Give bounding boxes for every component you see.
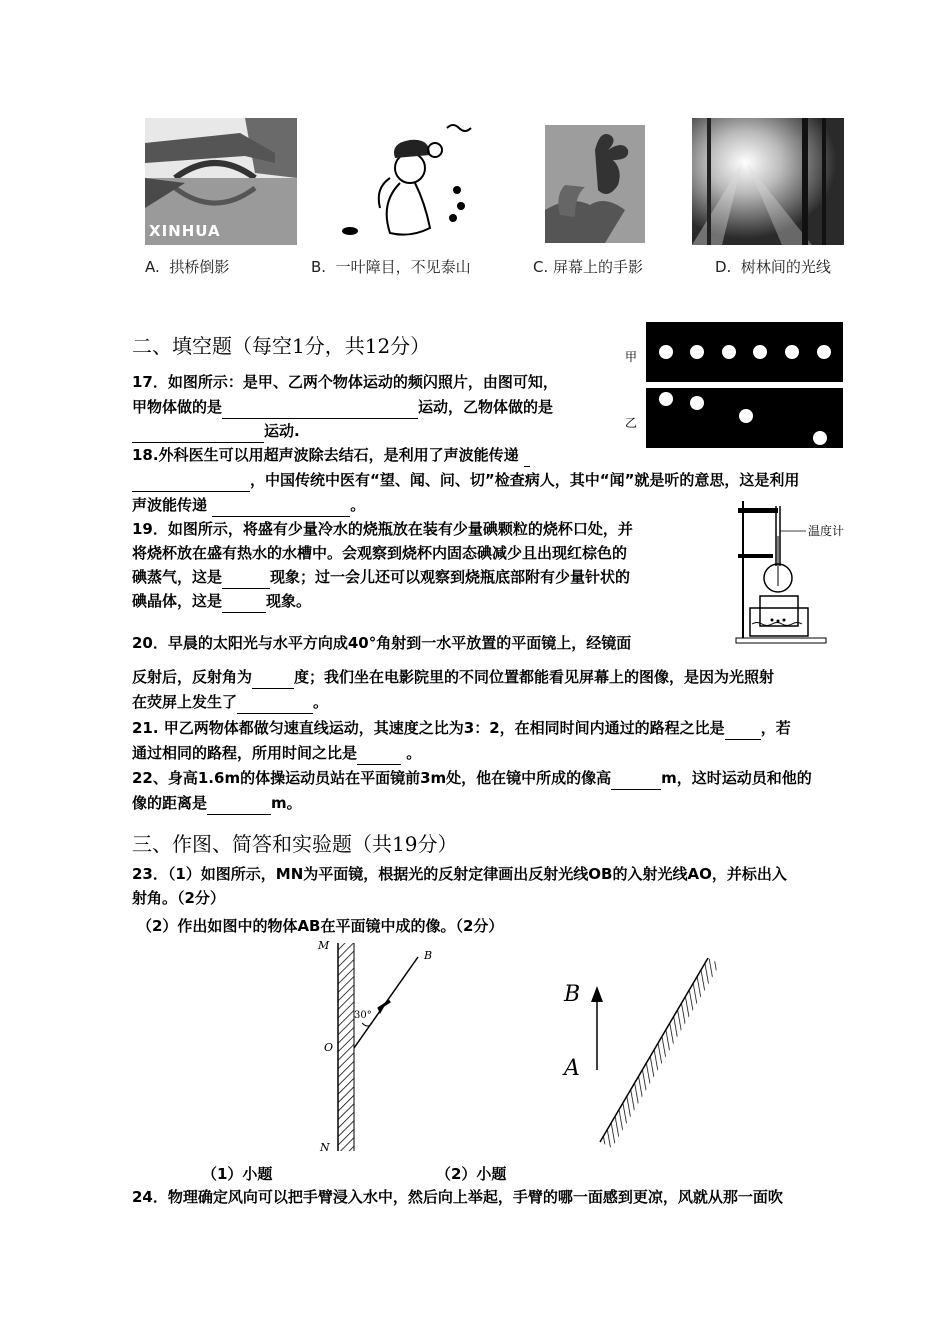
- q23-line1: 23．（1）如图所示，MN为平面镜，根据光的反射定律画出反射光线OB的入射光线AO，并标出入: [132, 865, 787, 883]
- q19-line4: 碘晶体，这是 现象。: [132, 589, 311, 613]
- q19-line3: 碘蒸气，这是 现象；过一会儿还可以观察到烧瓶底部附有少量针状的: [132, 565, 630, 589]
- strobe-photo-yi: [646, 388, 843, 448]
- q20-blank1[interactable]: [252, 670, 294, 689]
- q21-blank1[interactable]: [725, 721, 761, 740]
- q22-blank2[interactable]: [207, 796, 271, 815]
- mirror-diagram-1: [310, 935, 450, 1160]
- iodine-apparatus-diagram: [728, 496, 858, 646]
- section2-title: 二、填空题（每空1分，共12分）: [132, 334, 431, 358]
- label-n: N: [320, 1141, 330, 1154]
- q18-blank1a[interactable]: [524, 448, 530, 467]
- photo-bridge-reflection: [145, 118, 297, 245]
- q17-line2: 甲物体做的是 运动，乙物体做的是: [132, 395, 553, 419]
- q17-line3: 运动.: [132, 419, 300, 443]
- label-o: O: [324, 1041, 334, 1054]
- q20-line3: 在荧屏上发生了 。: [132, 690, 328, 714]
- thermometer-label: 温度计: [808, 524, 845, 538]
- q20-blank2[interactable]: [237, 695, 313, 714]
- strobe-label-yi: 乙: [625, 416, 638, 430]
- label-fig2-b: B: [564, 982, 581, 1007]
- q17-line1: 17．如图所示：是甲、乙两个物体运动的频闪照片，由图可知，: [132, 373, 558, 391]
- section3-title: 三、作图、简答和实验题（共19分）: [132, 832, 458, 856]
- q20-line2: 反射后，反射角为 度；我们坐在电影院里的不同位置都能看见屏幕上的图像，是因为光照射: [132, 665, 774, 689]
- photo-hand-shadow: [545, 125, 645, 243]
- option-c: C. 屏幕上的手影: [533, 258, 644, 276]
- label-m: M: [318, 939, 330, 952]
- photo-light-through-trees: [692, 118, 844, 245]
- q17-blank1[interactable]: [222, 400, 418, 419]
- q18-line3: 声波能传递 。: [132, 493, 365, 517]
- q20-line1: 20．早晨的太阳光与水平方向成40°角射到一水平放置的平面镜上，经镜面: [132, 634, 632, 652]
- q21-line1: 21. 甲乙两物体都做匀速直线运动，其速度之比为3：2，在相同时间内通过的路程之比是 ，若: [132, 716, 791, 740]
- strobe-label-jia: 甲: [625, 350, 638, 364]
- watermark: XINHUA: [149, 222, 221, 240]
- q23-line3: （2）作出如图中的物体AB在平面镜中成的像。（2分）: [137, 917, 504, 935]
- option-b: B. 一叶障目，不见泰山: [311, 258, 471, 276]
- q18-line1: 18.外科医生可以用超声波除去结石，是利用了声波能传递: [132, 443, 530, 467]
- strobe-photo-jia: [646, 322, 843, 382]
- option-d: D. 树林间的光线: [715, 258, 831, 276]
- q18-blank2[interactable]: [212, 498, 350, 517]
- label-b: B: [424, 949, 433, 962]
- q19-blank1[interactable]: [222, 570, 270, 589]
- q19-blank2[interactable]: [222, 594, 266, 613]
- q18-blank1b[interactable]: [132, 473, 250, 492]
- q17-blank2[interactable]: [132, 424, 264, 443]
- drawing-leaf-over-eye: [335, 118, 475, 245]
- q22-line1: 22、身高1.6m的体操运动员站在平面镜前3m处，他在镜中所成的像高 m，这时运动员和他的: [132, 766, 812, 790]
- q22-blank1[interactable]: [611, 771, 661, 790]
- q21-blank2[interactable]: [357, 746, 401, 765]
- option-a: A. 拱桥倒影: [145, 258, 230, 276]
- figure-caption-2: （2）小题: [436, 1165, 507, 1183]
- q19-line1: 19．如图所示，将盛有少量冷水的烧瓶放在装有少量碘颗粒的烧杯口处，并: [132, 520, 633, 538]
- figure-caption-1: （1）小题: [202, 1165, 273, 1183]
- q19-line2: 将烧杯放在盛有热水的水槽中。会观察到烧杯内固态碘减少且出现红棕色的: [132, 544, 628, 562]
- label-fig2-a: A: [564, 1056, 580, 1081]
- q21-line2: 通过相同的路程，所用时间之比是 。: [132, 741, 421, 765]
- q22-line2: 像的距离是 m。: [132, 791, 302, 815]
- q24-line1: 24．物理确定风向可以把手臂浸入水中，然后向上举起，手臂的哪一面感到更凉，风就从那一面吹: [132, 1188, 783, 1206]
- q23-line2: 射角。（2分）: [132, 889, 225, 907]
- q18-line2: ，中国传统中医有“望、闻、问、切”检查病人，其中“闻”就是听的意思，这是利用: [132, 468, 799, 492]
- label-angle: 30°: [354, 1010, 372, 1021]
- mirror-diagram-2: [560, 950, 740, 1155]
